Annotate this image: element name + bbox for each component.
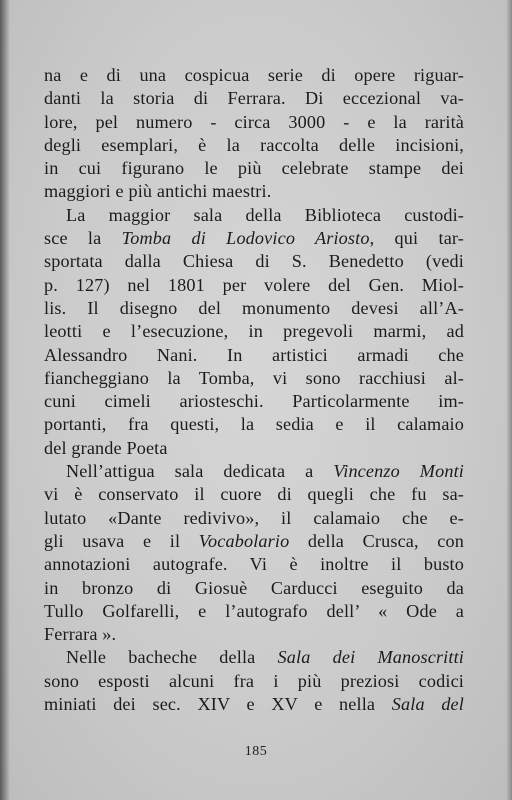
paragraph bbox=[44, 204, 464, 460]
binding-shadow bbox=[0, 0, 10, 800]
text-line: annotazioni autografe. Vi è inoltre il busto bbox=[44, 554, 464, 575]
text-line: p. 127) nel 1801 per volere del Gen. Miol- bbox=[44, 274, 464, 295]
text-line: Alessandro Nani. In artistici armadi che bbox=[44, 344, 464, 365]
text-line: degli esemplari, è la raccolta delle incisioni, bbox=[44, 134, 464, 155]
text-line: miniati dei sec. XIV e XV e nella Sala del bbox=[44, 694, 464, 715]
text-line: sportata dalla Chiesa di S. Benedetto (vedi bbox=[44, 251, 464, 272]
text-line: cuni cimeli ariosteschi. Particolarmente im- bbox=[44, 391, 464, 412]
text-line: gli usava e il Vocabolario della Crusca, con bbox=[44, 530, 464, 551]
page-number: 185 bbox=[244, 744, 268, 759]
text-line: portanti, fra questi, la sedia e il calamaio bbox=[44, 414, 464, 435]
text-line: Tullo Golfarelli, e l’autografo dell’ « Ode a bbox=[44, 600, 464, 621]
text-line: leotti e l’esecuzione, in pregevoli marmi, ad bbox=[44, 321, 464, 342]
text-line: danti la storia di Ferrara. Di eccezional va- bbox=[44, 88, 464, 109]
text-line: lore, pel numero - circa 3000 - e la rarità bbox=[44, 111, 464, 132]
text-line: sce la Tomba di Lodovico Ariosto, qui tar- bbox=[44, 228, 464, 249]
paragraph bbox=[44, 460, 464, 646]
body-text bbox=[44, 64, 464, 716]
text-line: lutato «Dante redivivo», il calamaio che e- bbox=[44, 507, 464, 528]
text-line: La maggior sala della Biblioteca custodi- bbox=[66, 204, 464, 225]
page-edge bbox=[506, 0, 512, 800]
paragraph bbox=[44, 646, 464, 716]
text-line: Ferrara ». bbox=[44, 624, 117, 645]
text-line: sono esposti alcuni fra i più preziosi codici bbox=[44, 670, 464, 691]
text-line: del grande Poeta bbox=[44, 437, 168, 458]
text-line: in cui figurano le più celebrate stampe dei bbox=[44, 158, 464, 179]
text-line: Nelle bacheche della Sala dei Manoscritti bbox=[66, 647, 464, 668]
text-line: fiancheggiano la Tomba, vi sono racchiusi al- bbox=[44, 367, 464, 388]
text-line: lis. Il disegno del monumento devesi all’A- bbox=[44, 297, 464, 318]
text-line: maggiori e più antichi maestri. bbox=[44, 181, 272, 202]
paragraph bbox=[44, 64, 464, 204]
text-line: vi è conservato il cuore di quegli che fu sa- bbox=[44, 484, 464, 505]
text-line: in bronzo di Giosuè Carducci eseguito da bbox=[44, 577, 464, 598]
text-line: na e di una cospicua serie di opere riguar- bbox=[44, 65, 464, 85]
text-line: Nell’attigua sala dedicata a Vincenzo Monti bbox=[66, 461, 464, 482]
